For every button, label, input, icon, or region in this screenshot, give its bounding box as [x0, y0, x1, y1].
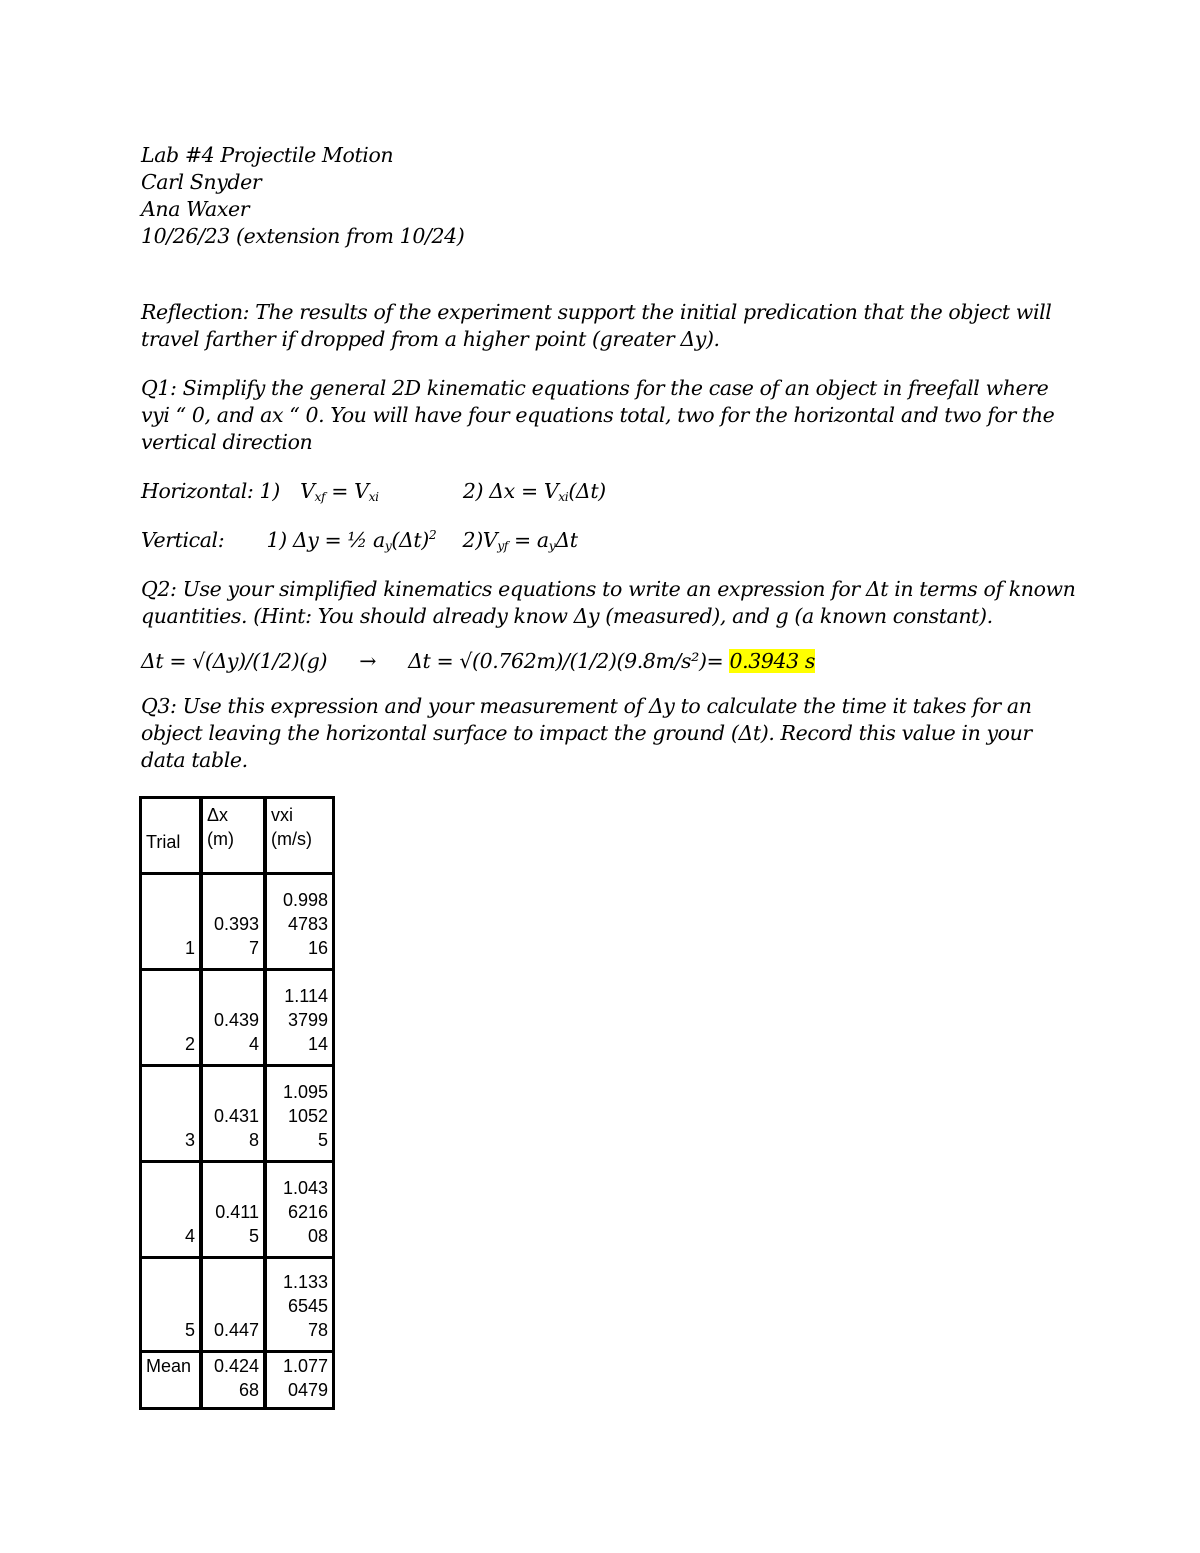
mean-row [142, 1350, 332, 1407]
q2-answer [141, 648, 1081, 675]
table-row [142, 1064, 332, 1160]
table-row [142, 1256, 332, 1350]
dx-cell: 0.439 4 [202, 968, 266, 1064]
q1-question: Q1: Simplify the general 2D kinematic equations for the case of an object in freefall where vyi “ 0, and ax “ 0. You will have four equations total, two for the horizontal and two for the vertical direction [141, 376, 1055, 454]
q2-formula: Δt = √(Δy)/(1/2)(g) [141, 649, 328, 673]
vxi-cell: 1.095 1052 5 [266, 1064, 332, 1160]
horizontal-equations [141, 478, 1081, 505]
header-vxi: vxi (m/s) [266, 799, 332, 872]
mean-label: Mean [142, 1350, 202, 1407]
mean-dx-cell: 0.424 68 [202, 1350, 266, 1407]
trial-cell: 1 [142, 872, 202, 968]
vertical-equations [141, 527, 1081, 554]
dx-cell: 0.447 [202, 1256, 266, 1350]
h-eq2: 2) $\Delta x = V_{xi}(\Delta t)$ [462, 479, 606, 504]
q2-question: Q2: Use your simplified kinematics equations to write an expression for Δt in terms of known quantities. (Hint: You should already know Δy (measured), and g (a known constant). [141, 577, 1076, 628]
vertical-label: Vertical: [141, 528, 225, 552]
right-arrow-icon: → [359, 649, 377, 673]
reflection-paragraph: Reflection: The results of the experiment support the initial predication that the object will travel farther if dropped from a higher point (greater Δy). [141, 300, 1052, 351]
dx-cell: 0.431 8 [202, 1064, 266, 1160]
q3-question: Q3: Use this expression and your measurement of Δy to calculate the time it takes for an object leaving the horizontal surface to impact the ground (Δt). Record this value in your data table. [141, 694, 1032, 772]
vxi-cell: 0.998 4783 16 [266, 872, 332, 968]
q2-result-highlight: 0.3943 s [729, 649, 816, 673]
vxi-cell: 1.043 6216 08 [266, 1160, 332, 1256]
dx-cell: 0.411 5 [202, 1160, 266, 1256]
author-name: Carl Snyder [141, 170, 262, 194]
data-table [139, 796, 335, 1410]
horizontal-label: Horizontal: 1) [141, 479, 280, 503]
mean-vxi-cell: 1.077 0479 [266, 1350, 332, 1407]
table-header-row [142, 799, 332, 872]
trial-cell: 3 [142, 1064, 202, 1160]
lab-date: 10/26/23 (extension from 10/24) [141, 224, 465, 248]
document-body [141, 142, 1081, 774]
h-eq1: $V_{xf} = V_{xi}$ [300, 479, 379, 504]
trial-cell: 5 [142, 1256, 202, 1350]
v-eq1: 1) Δy = ½ $a_y(\Delta t)^2$ [266, 528, 437, 553]
dx-cell: 0.393 7 [202, 872, 266, 968]
q2-calculation: Δt = √(0.762m)/(1/2)(9.8m/s²)= [408, 649, 724, 673]
vxi-cell: 1.133 6545 78 [266, 1256, 332, 1350]
trial-cell: 4 [142, 1160, 202, 1256]
table-row [142, 968, 332, 1064]
trial-cell: 2 [142, 968, 202, 1064]
v-eq2: $2)V_{yf} = a_y\Delta t$ [462, 528, 578, 553]
author-name: Ana Waxer [141, 197, 250, 221]
table-row [142, 872, 332, 968]
vxi-cell: 1.114 3799 14 [266, 968, 332, 1064]
header-trial: Trial [142, 799, 202, 872]
lab-title: Lab #4 Projectile Motion [141, 143, 394, 167]
header-dx: Δx (m) [202, 799, 266, 872]
table-row [142, 1160, 332, 1256]
